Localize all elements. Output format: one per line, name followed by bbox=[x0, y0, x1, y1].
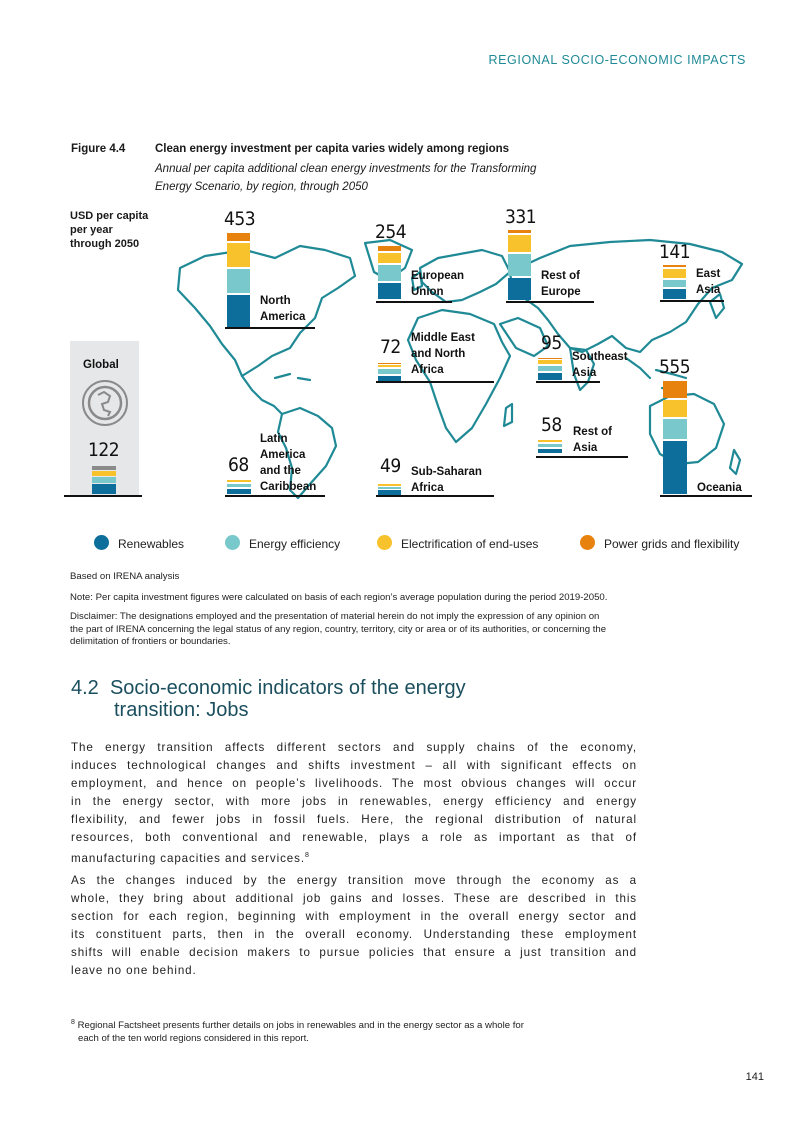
european-union-value: 254 bbox=[375, 221, 407, 243]
legend-grids-swatch bbox=[580, 535, 595, 550]
figure-disclaimer bbox=[70, 611, 606, 649]
sub-saharan-africa-value: 49 bbox=[380, 455, 401, 477]
european-union-efficiency-segment bbox=[378, 265, 401, 281]
east-asia-grids-segment bbox=[663, 265, 686, 267]
north-america-value: 453 bbox=[224, 208, 256, 230]
figure-subtitle bbox=[155, 160, 655, 196]
rest-of-asia-label-line: Asia bbox=[573, 442, 598, 454]
east-asia-label-line: Asia bbox=[696, 284, 721, 296]
latin-america-baseline bbox=[225, 495, 325, 497]
rest-of-asia-electrification-segment bbox=[538, 440, 562, 442]
east-asia-value: 141 bbox=[659, 241, 691, 263]
legend-electrification: Electrification of end-uses bbox=[401, 537, 539, 551]
oceania-value: 555 bbox=[659, 356, 691, 378]
unit-label-line: per year bbox=[70, 224, 113, 236]
paragraph-line-text: manufacturing capacities and services. bbox=[71, 851, 305, 865]
disclaimer-line: delimitation of frontiers or boundaries. bbox=[70, 636, 231, 647]
paragraph-2 bbox=[71, 872, 637, 980]
sub-saharan-africa-efficiency-segment bbox=[378, 487, 401, 489]
latin-america-value: 68 bbox=[228, 454, 249, 476]
southeast-asia-renewables-segment bbox=[538, 373, 562, 380]
footnote bbox=[71, 1016, 631, 1045]
section-number: 4.2 bbox=[71, 677, 99, 699]
globe-icon bbox=[80, 378, 130, 428]
figure-note: Note: Per capita investment figures were calculated on basis of each region’s average population during the period 2019-2050. bbox=[70, 592, 608, 603]
mena-electrification-segment bbox=[378, 365, 401, 367]
rest-of-europe-label-line: Rest of bbox=[541, 270, 580, 282]
north-america-electrification-segment bbox=[227, 243, 250, 267]
paragraph-1 bbox=[71, 739, 637, 868]
legend-efficiency: Energy efficiency bbox=[249, 537, 341, 551]
paragraph-line: whole, they bring about additional job gains and losses. These are described in this bbox=[71, 892, 637, 905]
rest-of-asia-label bbox=[573, 424, 612, 456]
southeast-asia-efficiency-segment bbox=[538, 366, 562, 371]
european-union-renewables-segment bbox=[378, 283, 401, 299]
sub-saharan-africa-label-line: Sub-Saharan bbox=[411, 466, 482, 478]
rest-of-asia-label-line: Rest of bbox=[573, 426, 612, 438]
global-grids-segment bbox=[92, 466, 116, 470]
east-asia-renewables-segment bbox=[663, 289, 686, 299]
rest-of-europe-electrification-segment bbox=[508, 235, 531, 252]
footnote-reference: 8 bbox=[304, 852, 310, 859]
paragraph-line: induces technological changes and shifts investment – all with significant effects on bbox=[71, 759, 637, 772]
disclaimer-line: the part of IRENA concerning the legal status of any region, country, territory, city or area or of its authorities, or concerning the bbox=[70, 623, 607, 635]
mena-efficiency-segment bbox=[378, 369, 401, 374]
north-america-efficiency-segment bbox=[227, 269, 250, 293]
southeast-asia-label bbox=[572, 349, 628, 381]
southeast-asia-value: 95 bbox=[541, 332, 562, 354]
north-america-label bbox=[260, 293, 305, 325]
latin-america-renewables-segment bbox=[227, 489, 251, 494]
figure-subtitle-line: Energy Scenario, by region, through 2050 bbox=[155, 181, 368, 193]
paragraph-line: As the changes induced by the energy transition move through the economy as a bbox=[71, 874, 637, 887]
figure-source: Based on IRENA analysis bbox=[70, 571, 180, 582]
global-renewables-segment bbox=[92, 484, 116, 494]
southeast-asia-grids-segment bbox=[538, 358, 562, 359]
european-union-grids-segment bbox=[378, 246, 401, 251]
latin-america-label-line: Latin bbox=[260, 433, 288, 445]
oceania-grids-segment bbox=[663, 381, 687, 398]
caribbean-outline bbox=[275, 374, 310, 380]
global-efficiency-segment bbox=[92, 477, 116, 483]
section-heading bbox=[71, 677, 466, 721]
paragraph-line: shifts will enable decision makers to pursue policies that ensure a just transition and bbox=[71, 946, 637, 959]
european-union-label-line: Union bbox=[411, 286, 444, 298]
north-america-grids-segment bbox=[227, 233, 250, 241]
paragraph-line: in the energy sector, with more jobs in renewables, energy efficiency and energy bbox=[71, 795, 637, 808]
figure-label: Figure 4.4 bbox=[71, 143, 126, 155]
east-asia-label bbox=[696, 266, 720, 298]
new-zealand-outline bbox=[730, 450, 740, 474]
paragraph-line: flexibility, and fewer jobs in fossil fuels. Here, the regional distribution of natural bbox=[71, 813, 637, 826]
oceania-renewables-segment bbox=[663, 441, 687, 494]
north-america-label-line: North bbox=[260, 295, 291, 307]
european-union-label-line: European bbox=[411, 270, 465, 282]
mena-label-line: Africa bbox=[411, 364, 444, 376]
north-america-renewables-segment bbox=[227, 295, 250, 327]
oceania-electrification-segment bbox=[663, 400, 687, 417]
madagascar-outline bbox=[504, 404, 512, 426]
disclaimer-line: Disclaimer: The designations employed and the presentation of material herein do not imply the expression of any opinion on bbox=[70, 611, 600, 622]
footnote-line: each of the ten world regions considered in this report. bbox=[78, 1033, 309, 1045]
southeast-asia-baseline bbox=[536, 381, 600, 383]
latin-america-efficiency-segment bbox=[227, 484, 251, 487]
north-america-baseline bbox=[225, 327, 315, 329]
mena-value: 72 bbox=[380, 336, 401, 358]
oceania-label: Oceania bbox=[697, 482, 742, 494]
paragraph-line: resources, both conventional and renewable, plays a role as important as that of bbox=[71, 831, 637, 844]
central-america-outline bbox=[242, 376, 282, 414]
paragraph-line: its constituent parts, then in the overall economy. Understanding these employment bbox=[71, 928, 637, 941]
latin-america-label-line: Caribbean bbox=[260, 481, 317, 493]
legend-renewables: Renewables bbox=[118, 537, 185, 551]
paragraph-line: leave no one behind. bbox=[71, 964, 197, 977]
east-asia-label-line: East bbox=[696, 268, 721, 280]
southeast-asia-electrification-segment bbox=[538, 360, 562, 364]
global-electrification-segment bbox=[92, 471, 116, 476]
mena-baseline bbox=[376, 381, 494, 383]
australia-outline bbox=[650, 394, 724, 464]
east-asia-electrification-segment bbox=[663, 269, 686, 278]
rest-of-europe-label-line: Europe bbox=[541, 286, 581, 298]
rest-of-asia-renewables-segment bbox=[538, 449, 562, 453]
rest-of-europe-renewables-segment bbox=[508, 278, 531, 300]
legend-electrification-swatch bbox=[377, 535, 392, 550]
global-baseline bbox=[64, 495, 142, 497]
paragraph-line: The energy transition affects different sectors and supply chains of the economy, bbox=[71, 741, 637, 754]
european-union-label bbox=[411, 268, 464, 300]
unit-label-line: USD per capita bbox=[70, 210, 149, 222]
page-number: 141 bbox=[745, 1071, 764, 1083]
section-heading-line bbox=[71, 677, 466, 699]
global-value: 122 bbox=[88, 439, 120, 461]
oceania-baseline bbox=[660, 495, 752, 497]
figure-subtitle-line: Annual per capita additional clean energy investments for the Transforming bbox=[155, 163, 537, 175]
mena-label bbox=[411, 330, 475, 378]
paragraph-line: employment, and hence on people’s livelihoods. The most obvious changes will occur bbox=[71, 777, 637, 790]
paragraph-line: section for each region, beginning with employment in the overall energy sector and bbox=[71, 910, 637, 923]
latin-america-label bbox=[260, 431, 316, 495]
rest-of-europe-label bbox=[541, 268, 581, 300]
rest-of-europe-efficiency-segment bbox=[508, 254, 531, 276]
section-title-part: Socio-economic indicators of the energy bbox=[109, 677, 466, 699]
latin-america-label-line: America bbox=[260, 449, 306, 461]
southeast-asia-label-line: Southeast bbox=[572, 351, 628, 363]
rest-of-europe-baseline bbox=[506, 301, 594, 303]
mena-label-line: and North bbox=[411, 348, 466, 360]
mena-grids-segment bbox=[378, 363, 401, 364]
sub-saharan-africa-label-line: Africa bbox=[411, 482, 444, 494]
european-union-baseline bbox=[376, 301, 452, 303]
north-america-label-line: America bbox=[260, 311, 306, 323]
rest-of-asia-baseline bbox=[536, 456, 628, 458]
rest-of-asia-efficiency-segment bbox=[538, 444, 562, 447]
oceania-efficiency-segment bbox=[663, 419, 687, 439]
footnote-mark: 8 bbox=[71, 1019, 75, 1026]
latin-america-label-line: and the bbox=[260, 465, 301, 477]
east-asia-baseline bbox=[660, 300, 724, 302]
footnote-line bbox=[71, 1016, 631, 1032]
paragraph-line bbox=[71, 847, 637, 868]
east-asia-efficiency-segment bbox=[663, 280, 686, 287]
legend-efficiency-swatch bbox=[225, 535, 240, 550]
global-label: Global bbox=[83, 359, 119, 371]
running-header: REGIONAL SOCIO-ECONOMIC IMPACTS bbox=[488, 53, 746, 67]
unit-label-line: through 2050 bbox=[70, 238, 140, 250]
figure-title: Clean energy investment per capita varies widely among regions bbox=[155, 143, 510, 155]
footnote-text: Regional Factsheet presents further details on jobs in renewables and in the energy sector as a whole for bbox=[77, 1020, 524, 1032]
sub-saharan-africa-electrification-segment bbox=[378, 484, 401, 486]
sub-saharan-africa-label bbox=[411, 464, 482, 496]
sub-saharan-africa-baseline bbox=[376, 495, 494, 497]
rest-of-asia-value: 58 bbox=[541, 414, 562, 436]
legend-renewables-swatch bbox=[94, 535, 109, 550]
european-union-electrification-segment bbox=[378, 253, 401, 263]
rest-of-europe-value: 331 bbox=[505, 206, 537, 228]
mena-label-line: Middle East bbox=[411, 332, 475, 344]
section-title-part: transition: Jobs bbox=[114, 699, 249, 721]
rest-of-europe-grids-segment bbox=[508, 230, 531, 233]
southeast-asia-label-line: Asia bbox=[572, 367, 597, 379]
legend-grids: Power grids and flexibility bbox=[604, 537, 740, 551]
latin-america-electrification-segment bbox=[227, 480, 251, 482]
